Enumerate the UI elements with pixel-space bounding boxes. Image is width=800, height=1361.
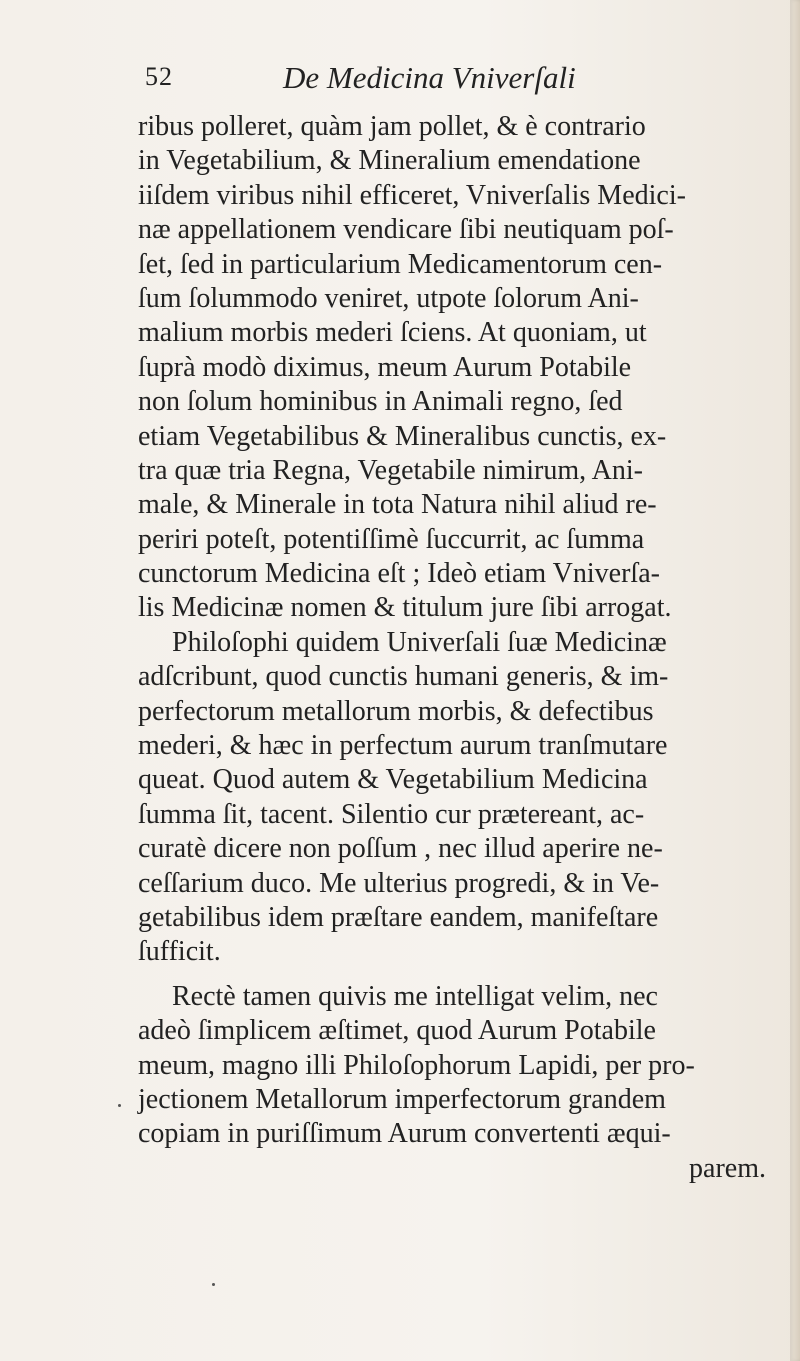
text-line: etiam Vegetabilibus & Mineralibus cunctis, ex- (138, 420, 667, 452)
text-line: malium morbis mederi ſciens. At quoniam, ut (138, 317, 647, 349)
text-line: curatè dicere non poſſum , nec illud aperire ne- (138, 833, 663, 865)
text-line: adeò ſimplicem æſtimet, quod Aurum Potabile (138, 1015, 656, 1047)
text-line: mederi, & hæc in perfectum aurum tranſmutare (138, 730, 668, 762)
text-line: ſumma ſit, tacent. Silentio cur prætereant, ac- (138, 798, 645, 830)
running-title: De Medicina Vniverſali (283, 60, 576, 95)
text-line: meum, magno illi Philoſophorum Lapidi, per pro- (138, 1049, 695, 1081)
page-header (145, 62, 705, 102)
ink-speck (118, 1104, 121, 1107)
paragraph-1 (138, 110, 798, 626)
text-line: ſuprà modò diximus, meum Aurum Potabile (138, 351, 632, 383)
text-line: perfectorum metallorum morbis, & defectibus (138, 695, 654, 727)
text-line: getabilibus idem præſtare eandem, manifeſtare (138, 901, 659, 933)
text-line: ceſſarium duco. Me ulterius progredi, & in Ve- (138, 867, 660, 899)
text-line: tra quæ tria Regna, Vegetabile nimirum, Ani- (138, 454, 643, 486)
text-line: lis Medicinæ nomen & titulum jure ſibi arrogat. (138, 592, 672, 624)
text-line: cunctorum Medicina eſt ; Ideò etiam Vniverſa- (138, 558, 660, 590)
text-line: jectionem Metallorum imperfectorum grandem (138, 1083, 666, 1115)
text-line: in Vegetabilium, & Mineralium emendatione (138, 145, 641, 177)
text-line: ſufficit. (138, 936, 221, 968)
text-line: Rectè tamen quivis me intelligat velim, nec (172, 980, 658, 1012)
text-line: ſet, ſed in particularium Medicamentorum cen- (138, 248, 663, 280)
text-line: næ appellationem vendicare ſibi neutiquam poſ- (138, 214, 674, 246)
text-line: ſum ſolummodo veniret, utpote ſolorum Ani- (138, 282, 639, 314)
paragraph-2 (138, 626, 798, 970)
text-line: iiſdem viribus nihil efficeret, Vniverſalis Medici- (138, 179, 686, 211)
text-line: queat. Quod autem & Vegetabilium Medicina (138, 764, 648, 796)
ink-speck (212, 1283, 215, 1286)
page-number: 52 (145, 62, 173, 91)
body-text (138, 110, 798, 1186)
text-line: copiam in puriſſimum Aurum convertenti æqui- (138, 1118, 671, 1150)
text-line: parem. (689, 1152, 766, 1184)
text-line: non ſolum hominibus in Animali regno, ſed (138, 386, 623, 418)
text-line: adſcribunt, quod cunctis humani generis, & im- (138, 661, 669, 693)
text-line: male, & Minerale in tota Natura nihil aliud re- (138, 489, 657, 521)
text-line: ribus polleret, quàm jam pollet, & è contrario (138, 111, 646, 142)
text-line: Philoſophi quidem Univerſali ſuæ Medicinæ (172, 626, 667, 658)
text-line: periri poteſt, potentiſſimè ſuccurrit, ac ſumma (138, 523, 645, 555)
paragraph-3 (138, 980, 798, 1186)
